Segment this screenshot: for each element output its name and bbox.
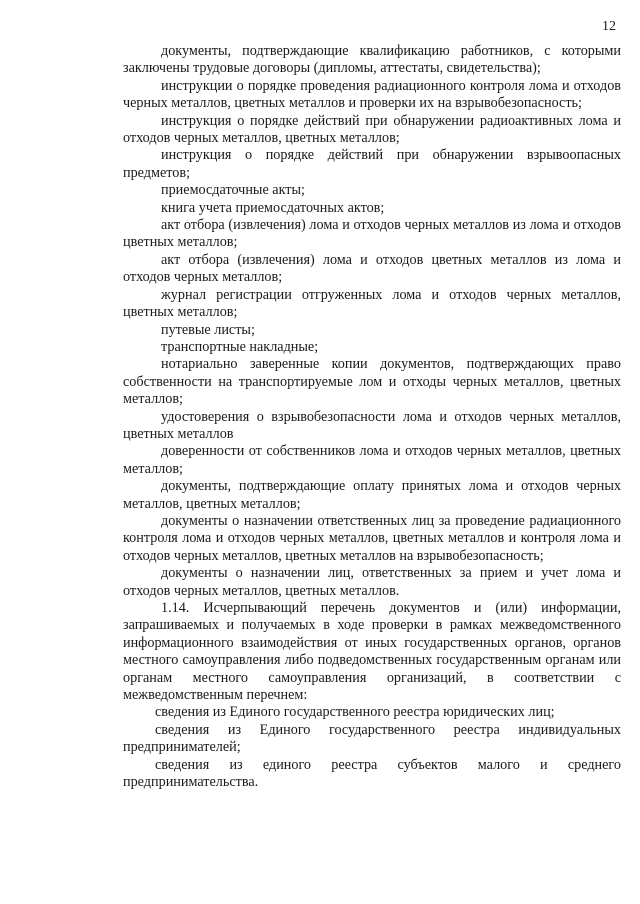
paragraph-qualification-documents: документы, подтверждающие квалификацию работников, с которыми заключены трудовые договоры (дипломы, аттестаты, свидетельства); [123,43,621,77]
paragraph-responsible-persons-acceptance: документы о назначении лиц, ответственных за прием и учет лома и отходов черных металлов, цветных металлов. [123,565,621,599]
sub-item-entrepreneurs-register: сведения из Единого государственного реестра индивидуальных предпринимателей; [123,721,621,756]
sub-item-legal-entities-register: сведения из Единого государственного реестра юридических лиц; [155,704,555,721]
page-number: 12 [602,19,616,34]
paragraph-notarized-copies: нотариально заверенные копии документов, подтверждающих право собственности на транспортируемые лом и отходы черных металлов, цветных металлов; [123,356,621,408]
sub-item-sme-register: сведения из единого реестра субъектов малого и среднего предпринимательства. [123,756,621,791]
document-body [123,43,621,791]
paragraph-explosive-objects-instruction: инструкция о порядке действий при обнаружении взрывоопасных предметов; [123,147,621,181]
paragraph-acceptance-acts-book: книга учета приемосдаточных актов; [161,199,385,216]
paragraph-responsible-persons-control: документы о назначении ответственных лиц за проведение радиационного контроля лома и отходов черных металлов, цветных металлов и контроля лома и отходов черных металлов, цветных металлов на взрывобезопасность; [123,512,621,564]
paragraph-acceptance-acts: приемосдаточные акты; [161,182,305,199]
clause-1-14: 1.14. Исчерпывающий перечень документов и (или) информации, запрашиваемых и получаемых в ходе проверки в рамках межведомственного информационного взаимодействия от иных государственных органов, органов местного самоуправления либо подведомственных государственным органам или органам местного самоуправления организаций, в соответствии с межведомственным перечнем: [123,600,621,704]
paragraph-radiation-control-instructions: инструкции о порядке проведения радиационного контроля лома и отходов черных металлов, цветных металлов и проверки их на взрывобезопасность; [123,77,621,112]
paragraph-radioactive-scrap-instruction: инструкция о порядке действий при обнаружении радиоактивных лома и отходов черных металлов, цветных металлов; [123,112,621,147]
paragraph-powers-of-attorney: доверенности от собственников лома и отходов черных металлов, цветных металлов; [123,443,621,477]
paragraph-consignment-notes: транспортные накладные; [161,338,319,355]
paragraph-waybills: путевые листы; [161,321,255,338]
paragraph-ferrous-extraction-act: акт отбора (извлечения) лома и отходов черных металлов из лома и отходов цветных металлов; [123,217,621,251]
paragraph-explosion-safety-certificates: удостоверения о взрывобезопасности лома и отходов черных металлов, цветных металлов [123,408,621,442]
paragraph-nonferrous-extraction-act: акт отбора (извлечения) лома и отходов цветных металлов из лома и отходов черных металлов; [123,251,621,286]
paragraph-payment-documents: документы, подтверждающие оплату принятых лома и отходов черных металлов, цветных металлов; [123,478,621,512]
paragraph-shipment-journal: журнал регистрации отгруженных лома и отходов черных металлов, цветных металлов; [123,286,621,321]
